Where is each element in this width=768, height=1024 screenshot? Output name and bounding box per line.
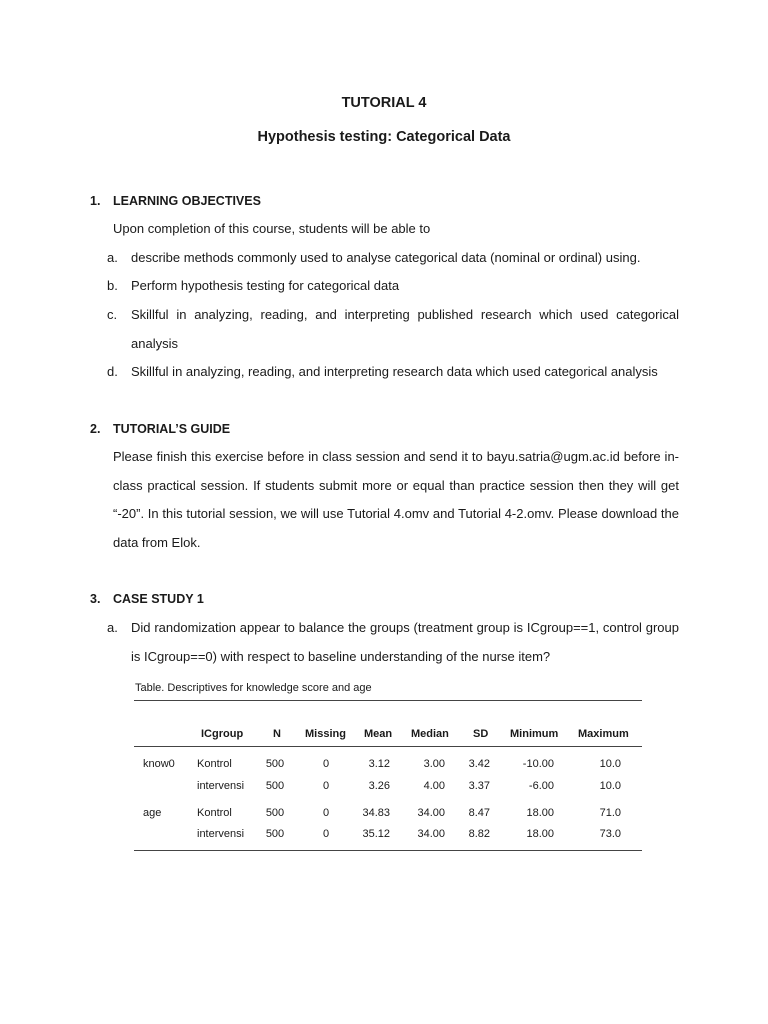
list-item-text: describe methods commonly used to analyse categorical data (nominal or ordinal) using. (131, 250, 641, 265)
section-number: 1. (90, 194, 101, 208)
section-number: 2. (90, 422, 101, 436)
objective-item (107, 301, 679, 358)
table-cell: 4.00 (423, 780, 445, 792)
list-item-text: Skillful in analyzing, reading, and interpreting published research which used categorical analysis (131, 307, 679, 351)
list-marker: c. (107, 307, 118, 322)
objective-item (107, 358, 679, 387)
column-header: Maximum (578, 728, 629, 740)
list-marker: b. (107, 278, 118, 293)
table-cell: 8.82 (468, 828, 490, 840)
list-item-text: Perform hypothesis testing for categorical data (131, 278, 400, 293)
table-cell: 34.83 (362, 807, 390, 819)
section-heading-learning-objectives (90, 194, 261, 208)
table-cell: know0 (143, 758, 175, 770)
column-header: ICgroup (201, 728, 244, 740)
list-item-text: Skillful in analyzing, reading, and interpreting research data which used categorical analysis (131, 364, 658, 379)
table-cell: 0 (322, 758, 330, 770)
section-number: 3. (90, 592, 101, 606)
section-title: LEARNING OBJECTIVES (113, 194, 261, 208)
table-cell: 0 (322, 780, 330, 792)
table-cell: 0 (322, 828, 330, 840)
table-cell: 3.42 (468, 758, 490, 770)
list-marker: d. (107, 364, 118, 379)
section-heading-case-study-1 (90, 592, 204, 606)
section-intro: Upon completion of this course, students will be able to (113, 221, 431, 236)
table-cell: 34.00 (417, 828, 445, 840)
list-marker: a. (107, 620, 118, 635)
document-subtitle: Hypothesis testing: Categorical Data (257, 129, 511, 145)
table-cell: 0 (322, 807, 330, 819)
column-header: Minimum (510, 728, 559, 740)
table-cell: Kontrol (197, 758, 232, 770)
table-cell: 500 (265, 758, 285, 770)
table-cell: intervensi (197, 780, 245, 792)
table-top-rule (134, 700, 642, 701)
table-cell: 35.12 (362, 828, 390, 840)
table-cell: 18.00 (526, 807, 554, 819)
case-question (107, 614, 679, 671)
guide-paragraph: Please finish this exercise before in class session and send it to bayu.satria@ugm.ac.id before in-class practical session. If students submit more or equal than practice session then they will get “-20”. In this tutorial session, we will use Tutorial 4.omv and Tutorial 4-2.omv. Please download the data from Elok. (113, 449, 679, 550)
table-cell: 10.0 (599, 780, 621, 792)
table-cell: 10.0 (599, 758, 621, 770)
table-bottom-rule (134, 850, 642, 851)
table-cell: Kontrol (197, 807, 232, 819)
column-header: SD (473, 728, 489, 740)
column-header: Median (411, 728, 449, 740)
table-cell: 500 (265, 807, 285, 819)
table-cell: 3.26 (368, 780, 390, 792)
section-title: TUTORIAL’S GUIDE (113, 422, 231, 436)
table-cell: -10.00 (522, 758, 554, 770)
objective-item (107, 244, 679, 273)
section-title: CASE STUDY 1 (113, 592, 204, 606)
column-header: Mean (364, 728, 393, 740)
table-cell: 500 (265, 780, 285, 792)
section-heading-tutorial-guide (90, 422, 230, 436)
table-cell: 71.0 (599, 807, 621, 819)
table-cell: 3.37 (468, 780, 490, 792)
table-cell: 8.47 (468, 807, 490, 819)
table-cell: 500 (265, 828, 285, 840)
table-caption: Table. Descriptives for knowledge score and age (135, 682, 372, 694)
table-header-rule (134, 746, 642, 747)
column-header: Missing (305, 728, 346, 740)
table-cell: 3.00 (423, 758, 445, 770)
table-cell: age (143, 807, 162, 819)
column-header: N (273, 728, 281, 740)
list-item-text: Did randomization appear to balance the groups (treatment group is ICgroup==1, control group is ICgroup==0) with respect to baseline understanding of the nurse item? (131, 620, 679, 664)
table-cell: 3.12 (368, 758, 390, 770)
document-title: TUTORIAL 4 (341, 95, 427, 111)
table-cell: intervensi (197, 828, 245, 840)
table-cell: 34.00 (417, 807, 445, 819)
table-cell: 73.0 (599, 828, 621, 840)
table-cell: 18.00 (526, 828, 554, 840)
list-marker: a. (107, 250, 118, 265)
table-cell: -6.00 (528, 780, 554, 792)
objective-item (107, 272, 679, 301)
